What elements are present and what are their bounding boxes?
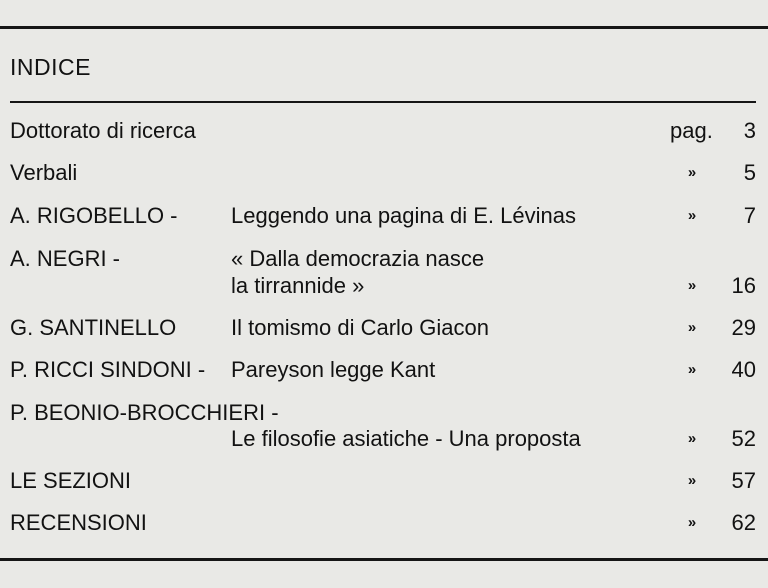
ditto-mark: » — [687, 361, 697, 378]
entry-page-number: 62 — [731, 510, 756, 535]
entry-label: LE SEZIONI — [10, 468, 132, 493]
entry-author: P. RICCI SINDONI - — [10, 357, 206, 382]
ditto-mark: » — [687, 472, 697, 489]
entry-label: Dottorato di ricerca — [10, 118, 196, 143]
ditto-mark: » — [687, 514, 697, 531]
entry-page-number: 5 — [743, 160, 756, 185]
entry-author: G. SANTINELLO — [10, 315, 177, 340]
entry-title-line2: la tirrannide » — [231, 273, 365, 298]
entry-author: P. BEONIO-BROCCHIERI - — [10, 400, 279, 425]
ditto-mark: » — [687, 164, 697, 181]
entry-page-number: 57 — [731, 468, 756, 493]
entry-page-number: 3 — [743, 118, 756, 143]
entry-author: A. RIGOBELLO - — [10, 203, 178, 228]
entry-page-number: 29 — [731, 315, 756, 340]
entry-author: A. NEGRI - — [10, 246, 121, 271]
entry-page-number: 16 — [731, 273, 756, 298]
entry-title: Leggendo una pagina di E. Lévinas — [231, 203, 576, 228]
entry-title: Pareyson legge Kant — [231, 357, 436, 382]
entry-title: Il tomismo di Carlo Giacon — [231, 315, 489, 340]
entry-title: Le filosofie asiatiche - Una proposta — [231, 426, 581, 451]
ditto-mark: » — [687, 319, 697, 336]
entry-label: Verbali — [10, 160, 78, 185]
entry-label: RECENSIONI — [10, 510, 147, 535]
pag-label: pag. — [670, 118, 713, 143]
top-rule — [0, 26, 768, 29]
ditto-mark: » — [687, 277, 697, 294]
entry-page-number: 7 — [743, 203, 756, 228]
entry-title: « Dalla democrazia nasce — [231, 246, 485, 271]
ditto-mark: » — [687, 430, 697, 447]
heading-rule — [10, 101, 756, 103]
bottom-rule — [0, 558, 768, 561]
index-heading: INDICE — [10, 54, 91, 80]
entry-page-number: 52 — [731, 426, 756, 451]
entry-page-number: 40 — [731, 357, 756, 382]
ditto-mark: » — [687, 207, 697, 224]
